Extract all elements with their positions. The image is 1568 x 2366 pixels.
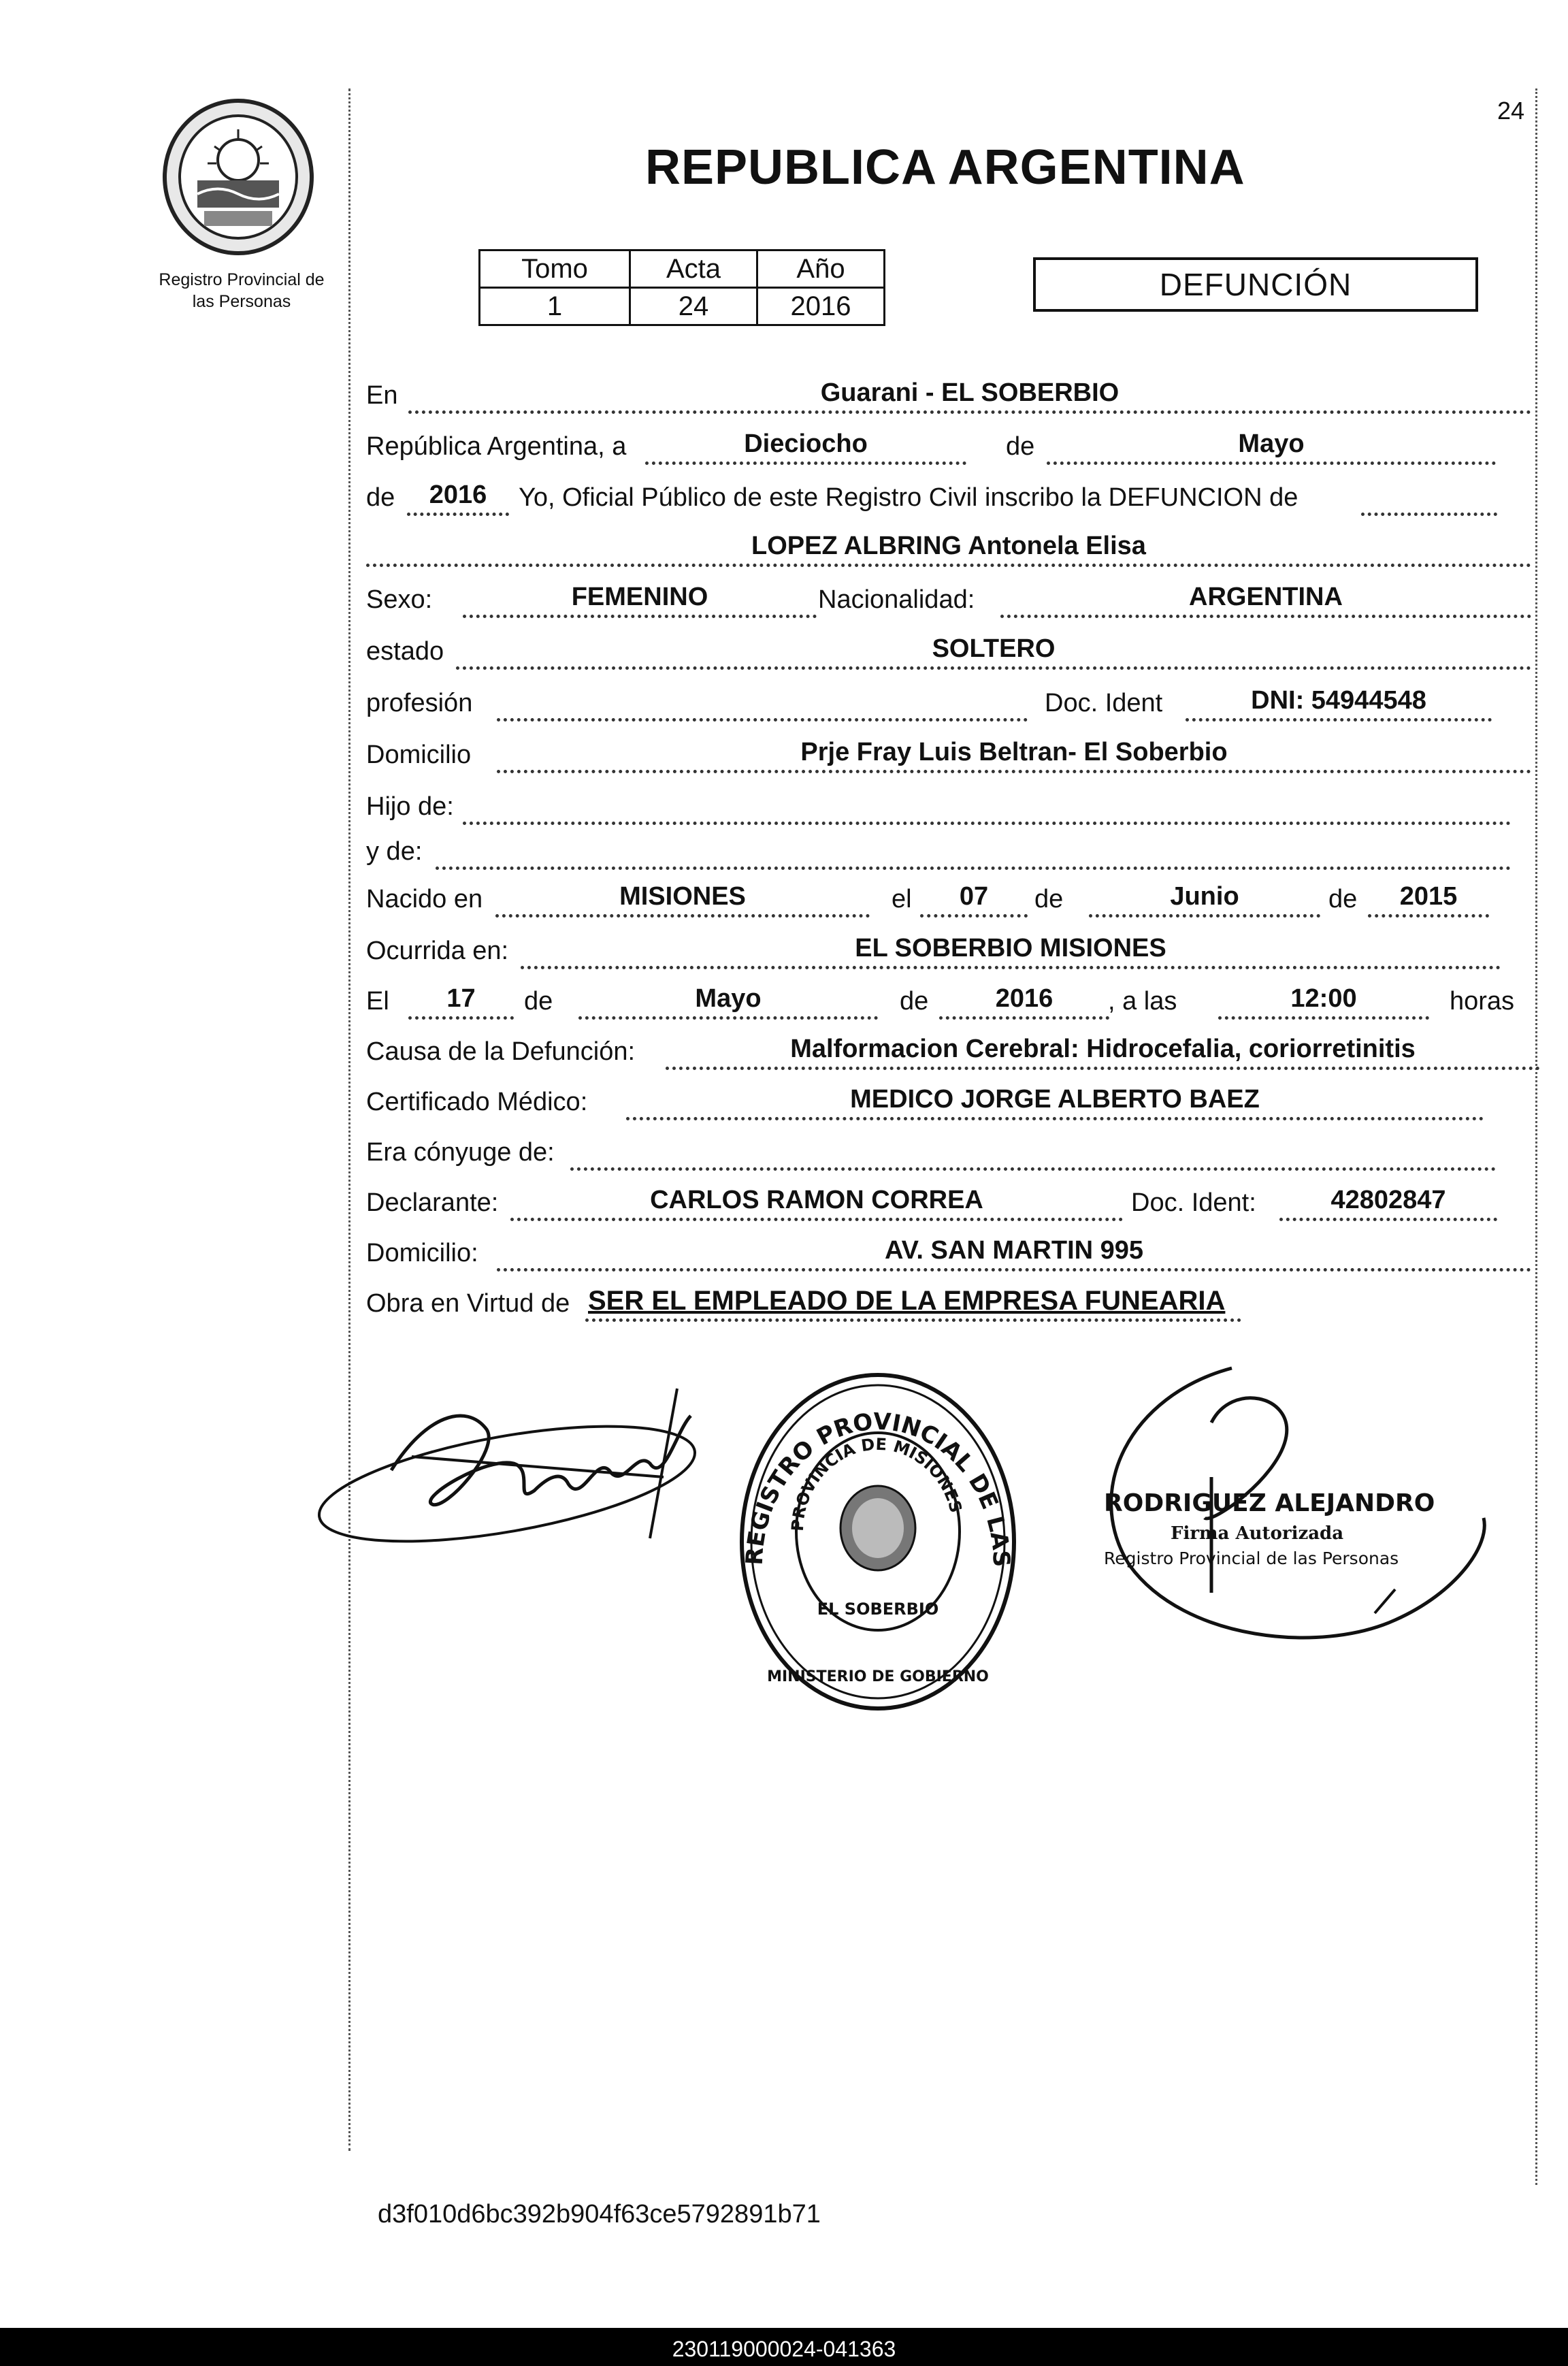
stamp-outer-text: REGISTRO PROVINCIAL DE LAS xyxy=(740,1408,1015,1568)
birth-de1-label: de xyxy=(1034,885,1064,913)
domicilio-field: Prje Fray Luis Beltran- El Soberbio xyxy=(497,737,1531,773)
death-time-field: 12:00 xyxy=(1218,984,1429,1020)
footer-code: 230119000024-041363 xyxy=(672,2337,896,2361)
hijo-de-label: Hijo de: xyxy=(366,792,454,821)
birth-year-field: 2015 xyxy=(1368,881,1489,918)
birth-el-label: el xyxy=(892,885,912,913)
obra-label: Obra en Virtud de xyxy=(366,1289,570,1318)
doc-ident-field: DNI: 54944548 xyxy=(1186,685,1492,722)
y-de-field xyxy=(436,834,1511,870)
place-field: Guarani - EL SOBERBIO xyxy=(408,378,1531,414)
register-header-tomo: Tomo xyxy=(480,250,630,288)
death-month-field: Mayo xyxy=(578,984,878,1020)
deceased-name-field: LOPEZ ALBRING Antonela Elisa xyxy=(366,531,1531,567)
registry-round-stamp xyxy=(721,1361,1034,1722)
month-field: Mayo xyxy=(1047,429,1496,465)
ocurrida-field: EL SOBERBIO MISIONES xyxy=(521,933,1501,969)
register-value-tomo: 1 xyxy=(480,288,630,325)
register-header-row xyxy=(480,250,885,288)
decl-domicilio-label: Domicilio: xyxy=(366,1239,478,1267)
declarant-signature xyxy=(310,1375,718,1566)
nacionalidad-label: Nacionalidad: xyxy=(818,585,975,614)
inscribo-trailing-line xyxy=(1361,480,1497,516)
logo-caption-line1: Registro Provincial de xyxy=(159,270,325,289)
certificado-label: Certificado Médico: xyxy=(366,1088,588,1116)
decl-doc-label: Doc. Ident: xyxy=(1131,1188,1256,1217)
doc-ident-label: Doc. Ident xyxy=(1045,689,1163,717)
de-label: de xyxy=(1006,432,1035,461)
death-year-field: 2016 xyxy=(939,984,1109,1020)
birth-day-field: 07 xyxy=(920,881,1028,918)
register-value-acta: 24 xyxy=(630,288,757,325)
death-el-label: El xyxy=(366,987,389,1016)
sexo-label: Sexo: xyxy=(366,585,433,614)
a-las-label: , a las xyxy=(1108,987,1177,1016)
document-hash: d3f010d6bc392b904f63ce5792891b71 xyxy=(378,2200,821,2229)
y-de-label: y de: xyxy=(366,837,423,866)
record-type-box: DEFUNCIÓN xyxy=(1033,257,1478,312)
register-header-ano: Año xyxy=(757,250,885,288)
logo-caption-line2: las Personas xyxy=(192,292,291,311)
page-number: 24 xyxy=(1497,97,1525,125)
register-table xyxy=(478,249,885,326)
year-field: 2016 xyxy=(407,480,509,516)
register-value-row xyxy=(480,288,885,325)
decl-doc-field: 42802847 xyxy=(1279,1185,1497,1221)
causa-label: Causa de la Defunción: xyxy=(366,1037,636,1066)
profesion-field xyxy=(497,685,1028,722)
declarante-field: CARLOS RAMON CORREA xyxy=(510,1185,1123,1221)
en-label: En xyxy=(366,381,398,410)
domicilio-label: Domicilio xyxy=(366,741,472,769)
logo-caption xyxy=(133,269,350,312)
declarante-label: Declarante: xyxy=(366,1188,499,1217)
ocurrida-label: Ocurrida en: xyxy=(366,937,509,965)
birth-month-field: Junio xyxy=(1089,881,1320,918)
certificado-field: MEDICO JORGE ALBERTO BAEZ xyxy=(626,1084,1484,1120)
obra-field: SER EL EMPLEADO DE LA EMPRESA FUNEARIA xyxy=(585,1286,1241,1322)
inscribo-text: Yo, Oficial Público de este Registro Civil inscribo la DEFUNCION de xyxy=(519,483,1298,512)
death-day-field: 17 xyxy=(408,984,514,1020)
provincial-seal-logo xyxy=(157,95,320,259)
birth-de2-label: de xyxy=(1328,885,1358,913)
republica-label: República Argentina, a xyxy=(366,432,627,461)
official-office: Registro Provincial de las Personas xyxy=(1104,1549,1399,1568)
year-prefix-label: de xyxy=(366,483,395,512)
stamp-office-text: EL SOBERBIO xyxy=(817,1600,939,1619)
document-title: REPUBLICA ARGENTINA xyxy=(645,140,1245,195)
estado-label: estado xyxy=(366,637,444,666)
estado-field: SOLTERO xyxy=(456,634,1531,670)
left-margin-line xyxy=(348,88,350,2151)
stamp-inner-text: PROVINCIA DE MISIONES xyxy=(787,1434,966,1532)
sexo-field: FEMENINO xyxy=(463,582,817,618)
official-signature-stamp xyxy=(1075,1355,1511,1668)
conyuge-field xyxy=(570,1135,1496,1171)
causa-field: Malformacion Cerebral: Hidrocefalia, coriorretinitis xyxy=(666,1034,1540,1070)
death-de2-label: de xyxy=(900,987,929,1016)
decl-domicilio-field: AV. SAN MARTIN 995 xyxy=(497,1235,1531,1271)
conyuge-label: Era cónyuge de: xyxy=(366,1138,555,1167)
register-value-ano: 2016 xyxy=(757,288,885,325)
day-words-field: Dieciocho xyxy=(645,429,966,465)
profesion-label: profesión xyxy=(366,689,473,717)
register-header-acta: Acta xyxy=(630,250,757,288)
nacionalidad-field: ARGENTINA xyxy=(1000,582,1531,618)
stamp-bottom-text: MINISTERIO DE GOBIERNO xyxy=(767,1668,989,1685)
official-role: Firma Autorizada xyxy=(1171,1523,1344,1544)
nacido-label: Nacido en xyxy=(366,885,483,913)
right-margin-line xyxy=(1535,88,1537,2185)
death-de1-label: de xyxy=(524,987,553,1016)
hijo-de-field xyxy=(463,789,1511,825)
horas-label: horas xyxy=(1450,987,1515,1016)
nacido-en-field: MISIONES xyxy=(495,881,870,918)
official-name: RODRIGUEZ ALEJANDRO xyxy=(1104,1489,1435,1517)
